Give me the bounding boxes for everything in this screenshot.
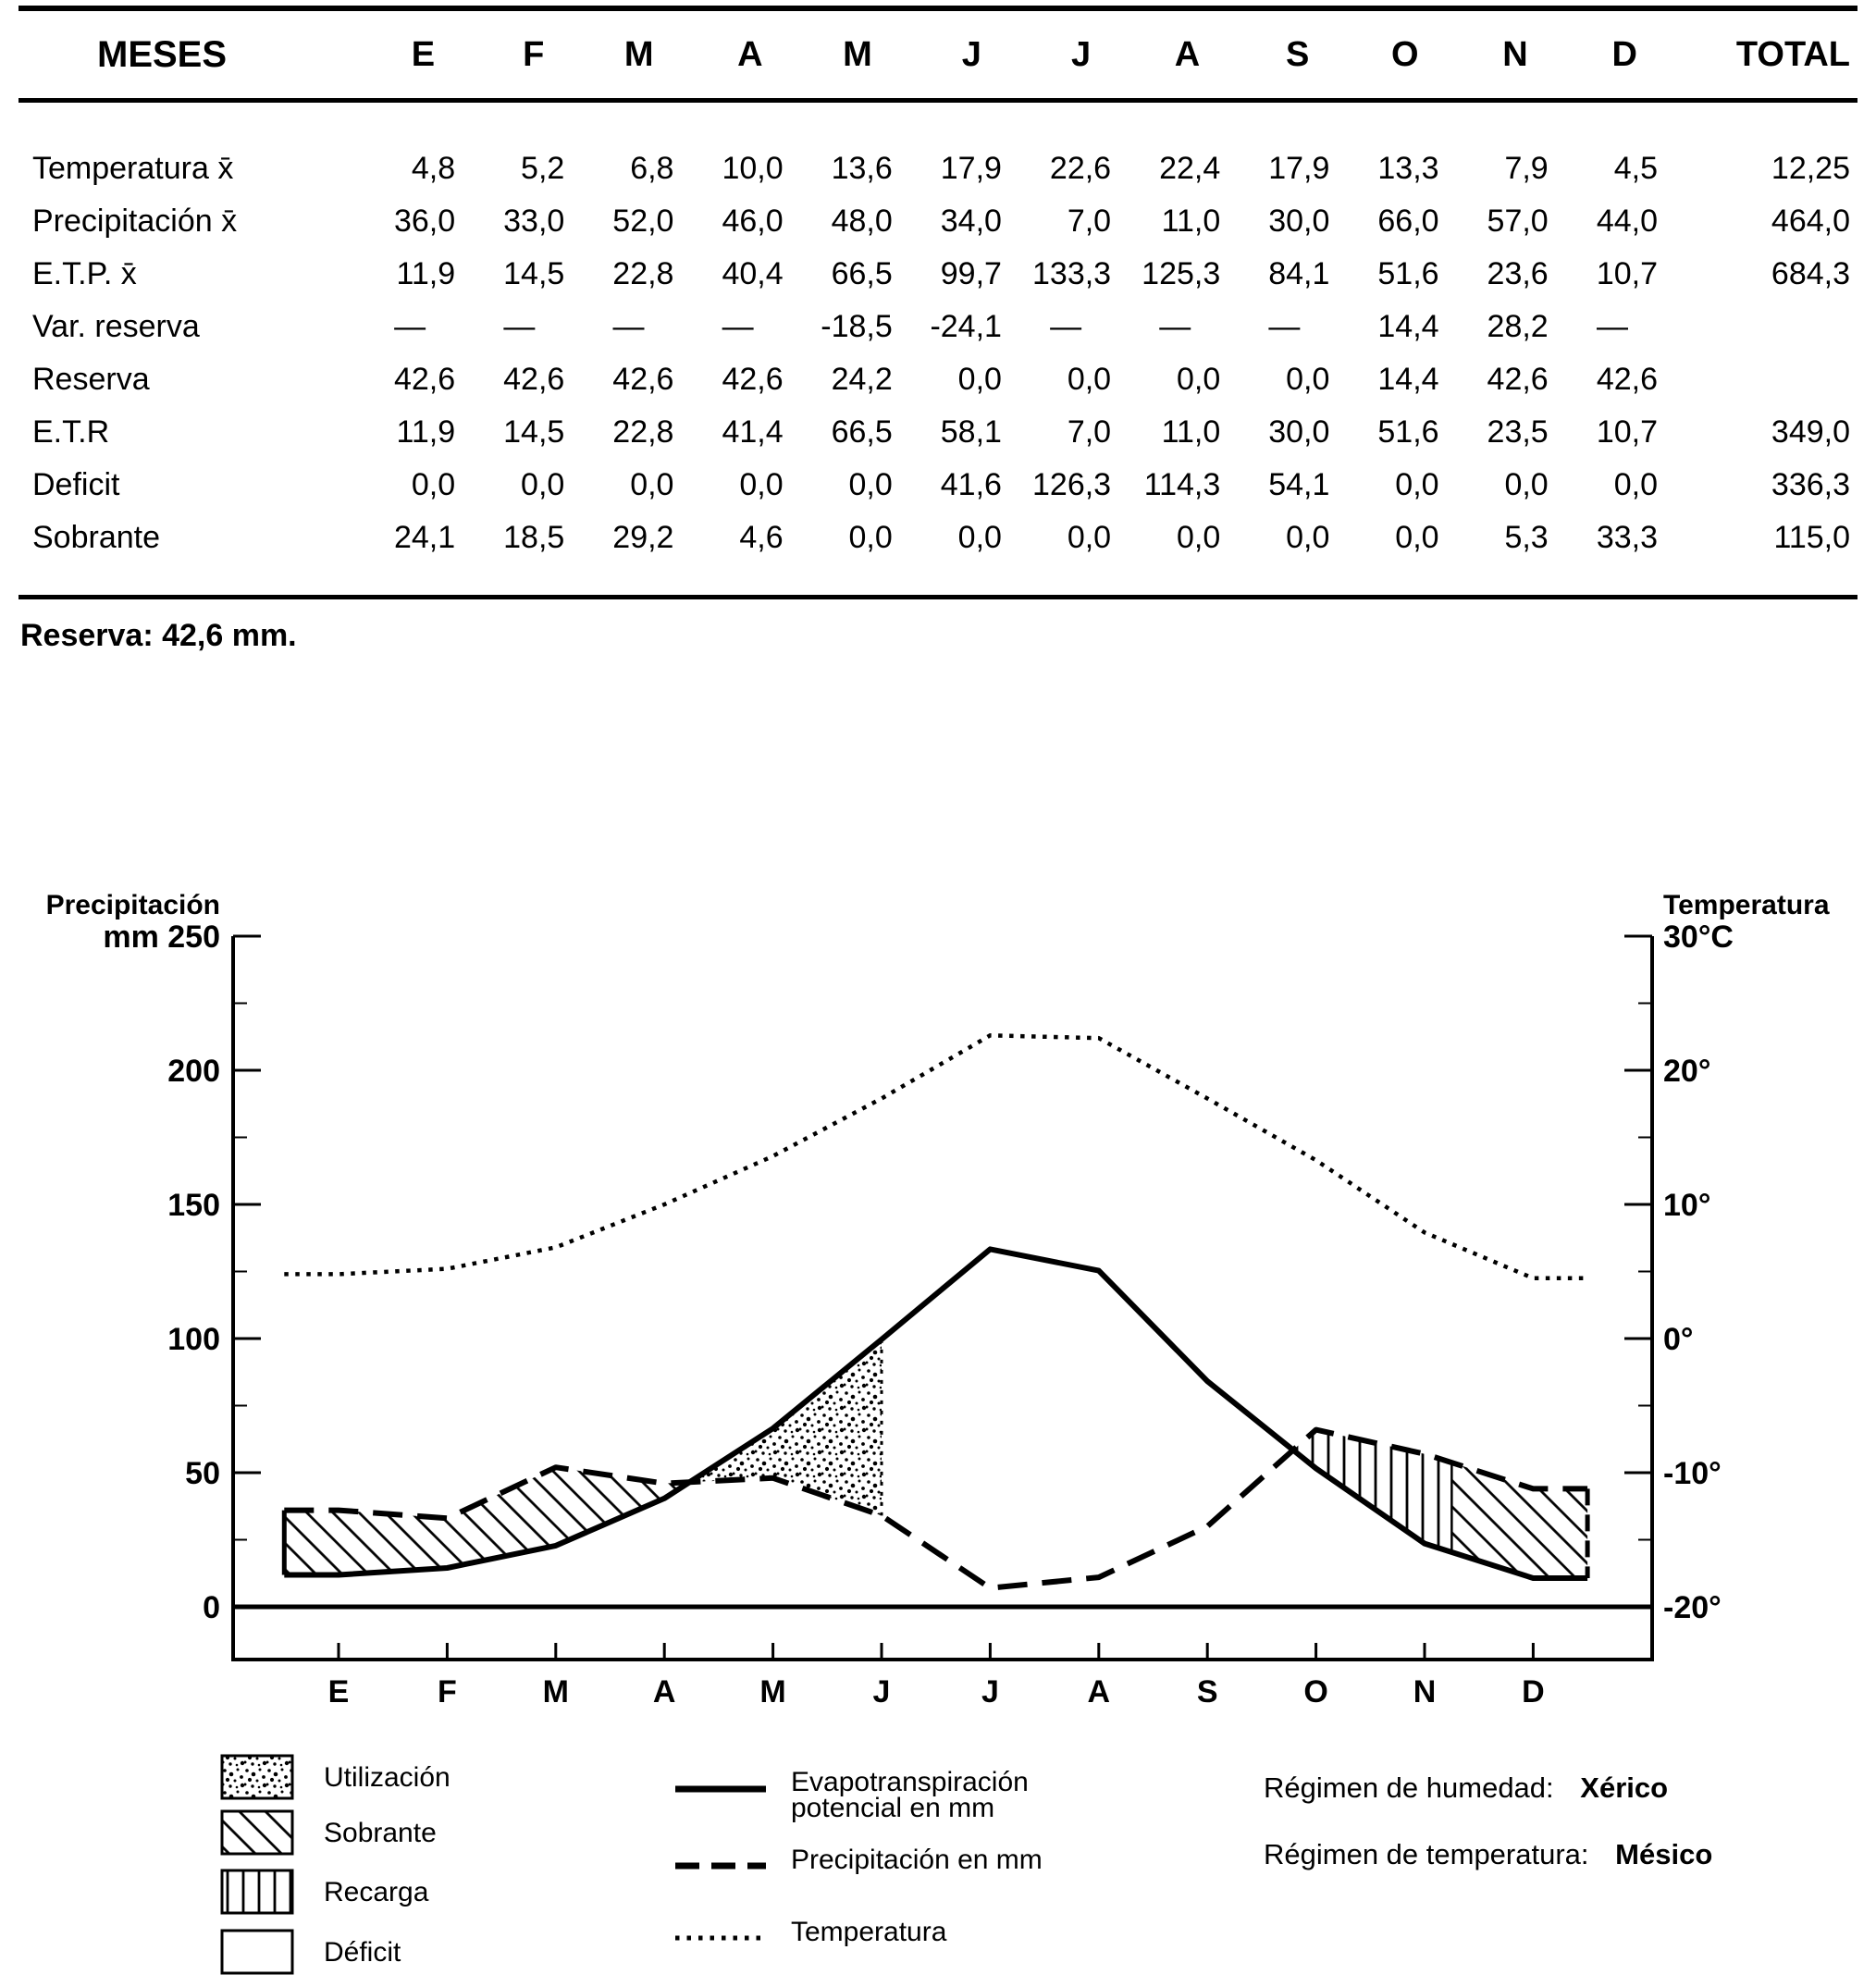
table-cell: 22,8 [612, 256, 674, 291]
table-cell: 14,5 [503, 414, 565, 450]
table-cell: 10,0 [722, 151, 784, 186]
table-cell: — [612, 309, 645, 344]
deficit-label: Déficit [324, 1937, 401, 1968]
table-cell: 24,1 [393, 520, 456, 555]
legend-areas [222, 1756, 450, 1973]
row-total: 464,0 [1771, 204, 1850, 239]
row-label: Sobrante [32, 520, 160, 555]
table-cell: -24,1 [930, 309, 1002, 344]
table-cell: 126,3 [1032, 467, 1112, 502]
table-cell: 14,4 [1377, 362, 1439, 397]
table-cell: 13,3 [1377, 151, 1439, 186]
row-total: 115,0 [1773, 520, 1850, 555]
month-labels [328, 1674, 1545, 1709]
humidity-regime [1264, 1771, 1668, 1804]
table-cell: 6,8 [630, 151, 674, 186]
water-balance-chart [0, 879, 1876, 1987]
table-cell: 10,7 [1596, 414, 1658, 450]
table-cell: 0,0 [1613, 467, 1658, 502]
table-cell: 57,0 [1487, 204, 1549, 239]
table-cell: 0,0 [1176, 520, 1221, 555]
month-tick-label: S [1196, 1674, 1218, 1709]
table-cell: 0,0 [630, 467, 674, 502]
table-cell: 48,0 [831, 204, 893, 239]
table-cell: 52,0 [612, 204, 674, 239]
month-tick-label: E [327, 1674, 350, 1709]
month-tick-label: A [1087, 1674, 1111, 1709]
left-axis-title: Precipitación [45, 890, 220, 920]
sobrante-swatch [222, 1811, 292, 1854]
table-cell: 10,7 [1596, 256, 1658, 291]
table-cell: 30,0 [1268, 414, 1330, 450]
row-label: Reserva [32, 362, 150, 397]
month-tick-label: D [1522, 1674, 1545, 1709]
table-cell: 0,0 [957, 520, 1002, 555]
legend-lines [675, 1767, 1043, 1947]
table-cell: 44,0 [1596, 204, 1658, 239]
table-cell: 34,0 [940, 204, 1002, 239]
table-cell: 4,6 [739, 520, 784, 555]
table-row [19, 101, 1857, 196]
row-label: Precipitación x̄ [32, 204, 238, 239]
table-cell: 42,6 [1487, 362, 1549, 397]
precip-legend-label: Precipitación en mm [791, 1845, 1043, 1875]
row-total [1669, 301, 1857, 353]
table-cell: — [722, 309, 754, 344]
table-cell: 18,5 [503, 520, 565, 555]
table-cell: 0,0 [739, 467, 784, 502]
left-axis-tick-label: 100 [167, 1322, 220, 1357]
row-total: 684,3 [1771, 256, 1850, 291]
table-cell: 14,4 [1377, 309, 1439, 344]
table-cell: 11,9 [396, 256, 456, 291]
regime-annotations [1264, 1771, 1712, 1870]
table-cell: 23,6 [1487, 256, 1549, 291]
recarga-swatch [222, 1870, 292, 1913]
table-cell: 7,0 [1067, 204, 1112, 239]
humidity-regime-label: Régimen de humedad: [1264, 1771, 1554, 1804]
table-cell: 42,6 [612, 362, 674, 397]
month-col-header: A [685, 8, 794, 101]
table-cell: 17,9 [940, 151, 1002, 186]
table-cell: 7,9 [1504, 151, 1549, 186]
month-tick-label: M [759, 1674, 786, 1709]
total-col-header: TOTAL [1669, 8, 1857, 101]
temperature-regime [1264, 1838, 1712, 1870]
table-cell: 58,1 [940, 414, 1002, 450]
month-col-header: F [466, 8, 575, 101]
month-tick-label: F [438, 1674, 457, 1709]
row-label: E.T.P. x̄ [32, 256, 137, 291]
deficit-swatch [222, 1931, 292, 1973]
table-body [19, 101, 1857, 598]
table-row [19, 301, 1857, 353]
table-cell: 46,0 [722, 204, 784, 239]
table-cell: 0,0 [848, 520, 893, 555]
table-cell: 14,5 [503, 256, 565, 291]
table-cell: 133,3 [1032, 256, 1112, 291]
table-cell: 40,4 [722, 256, 784, 291]
table-cell: 0,0 [1286, 520, 1330, 555]
month-col-header: D [1560, 8, 1669, 101]
meses-col-header: MESES [19, 8, 357, 101]
water-balance-table [19, 6, 1857, 599]
humidity-regime-value: Xérico [1580, 1771, 1669, 1804]
table-cell: 66,0 [1377, 204, 1439, 239]
month-col-header: N [1450, 8, 1560, 101]
water-balance-table-wrap [19, 6, 1857, 599]
row-total [1669, 353, 1857, 406]
table-cell: 11,0 [1161, 204, 1221, 239]
table-cell: 36,0 [393, 204, 456, 239]
table-cell: 42,6 [1596, 362, 1658, 397]
table-cell: 5,3 [1504, 520, 1549, 555]
table-cell: 28,2 [1487, 309, 1549, 344]
right-axis-tick-label: -20° [1663, 1590, 1722, 1625]
table-cell: — [394, 309, 426, 344]
table-cell: — [1597, 309, 1628, 344]
table-cell: 0,0 [411, 467, 456, 502]
table-cell: 99,7 [940, 256, 1002, 291]
row-label: Temperatura x̄ [32, 151, 234, 186]
reserve-footnote: Reserva: 42,6 mm. [20, 618, 297, 653]
table-cell: 125,3 [1142, 256, 1221, 291]
table-cell: 66,5 [831, 256, 893, 291]
table-cell: 0,0 [1395, 520, 1439, 555]
month-col-header: J [1013, 8, 1122, 101]
table-cell: 0,0 [848, 467, 893, 502]
table-cell: 22,6 [1049, 151, 1112, 186]
table-cell: 30,0 [1268, 204, 1330, 239]
table-cell: 17,9 [1268, 151, 1330, 186]
month-col-header: E [357, 8, 466, 101]
utilizacion-label: Utilización [324, 1762, 450, 1793]
table-cell: 23,5 [1487, 414, 1549, 450]
month-col-header: A [1122, 8, 1231, 101]
month-tick-label: J [872, 1674, 891, 1709]
left-axis-tick-label: 50 [185, 1456, 220, 1491]
row-total: 12,25 [1771, 151, 1850, 186]
table-cell: 4,8 [411, 151, 456, 186]
table-cell: 0,0 [1067, 362, 1112, 397]
month-tick-label: N [1413, 1674, 1437, 1709]
row-label: Var. reserva [32, 309, 200, 344]
temperature-regime-value: Mésico [1615, 1838, 1713, 1870]
right-axis-tick-label: 10° [1663, 1188, 1711, 1223]
table-cell: 33,0 [503, 204, 565, 239]
right-axis-tick-label: 0° [1663, 1322, 1694, 1357]
table-cell: 0,0 [957, 362, 1002, 397]
table-cell: 0,0 [1067, 520, 1112, 555]
table-cell: 4,5 [1613, 151, 1658, 186]
table-cell: 0,0 [1504, 467, 1549, 502]
utilizacion-swatch [222, 1756, 292, 1798]
month-tick-label: O [1303, 1674, 1328, 1709]
etp-legend-label-2: potencial en mm [791, 1793, 995, 1823]
right-axis-tick-label: 20° [1663, 1054, 1711, 1089]
left-axis-tick-label: 0 [203, 1590, 220, 1625]
table-row [19, 512, 1857, 598]
table-cell: 33,3 [1596, 520, 1658, 555]
table-cell: 22,4 [1159, 151, 1221, 186]
month-tick-label: J [981, 1674, 999, 1709]
table-cell: 13,6 [831, 151, 893, 186]
table-row [19, 459, 1857, 512]
recarga-label: Recarga [324, 1877, 429, 1907]
table-cell: 11,9 [396, 414, 456, 450]
table-cell: 0,0 [1286, 362, 1330, 397]
table-cell: — [1159, 309, 1191, 344]
table-cell: 84,1 [1268, 256, 1330, 291]
table-cell: 41,6 [940, 467, 1002, 502]
table-cell: 7,0 [1067, 414, 1112, 450]
month-col-header: S [1231, 8, 1340, 101]
table-cell: 66,5 [831, 414, 893, 450]
recarga-area [1293, 1430, 1451, 1552]
table-cell: 24,2 [831, 362, 893, 397]
month-col-header: J [904, 8, 1013, 101]
table-cell: 41,4 [722, 414, 784, 450]
table-cell: 0,0 [1176, 362, 1221, 397]
table-row [19, 406, 1857, 459]
left-axis-top-label: mm 250 [103, 919, 220, 955]
table-cell: 11,0 [1161, 414, 1221, 450]
month-tick-label: M [542, 1674, 569, 1709]
table-row [19, 195, 1857, 248]
temperature-regime-label: Régimen de temperatura: [1264, 1838, 1589, 1870]
table-header-row [19, 8, 1857, 101]
table-cell: 42,6 [722, 362, 784, 397]
table-cell: — [503, 309, 536, 344]
table-cell: 114,3 [1143, 467, 1221, 502]
table-cell: 0,0 [521, 467, 565, 502]
table-cell: 51,6 [1377, 414, 1439, 450]
sobrante-label: Sobrante [324, 1818, 437, 1848]
table-cell: 42,6 [503, 362, 565, 397]
table-cell: 51,6 [1377, 256, 1439, 291]
left-axis-tick-label: 150 [167, 1188, 220, 1223]
month-col-header: O [1340, 8, 1450, 101]
right-axis-title: Temperatura [1663, 890, 1830, 920]
table-cell: 5,2 [521, 151, 565, 186]
temp-legend-label: Temperatura [791, 1917, 947, 1947]
row-label: Deficit [32, 467, 120, 502]
table-cell: 29,2 [612, 520, 674, 555]
table-row [19, 353, 1857, 406]
row-total: 349,0 [1771, 414, 1850, 450]
table-row [19, 248, 1857, 301]
row-label: E.T.R [32, 414, 110, 450]
month-tick-label: A [652, 1674, 676, 1709]
table-cell: 54,1 [1268, 467, 1330, 502]
table-cell: 42,6 [393, 362, 456, 397]
table-cell: 22,8 [612, 414, 674, 450]
table-cell: — [1050, 309, 1082, 344]
table-cell: — [1268, 309, 1301, 344]
left-axis-tick-label: 200 [167, 1054, 220, 1089]
temperature-line [284, 1035, 1587, 1278]
table-cell: -18,5 [821, 309, 893, 344]
month-col-header: M [575, 8, 685, 101]
month-col-header: M [795, 8, 904, 101]
etp-legend-label-1: Evapotranspiración [791, 1767, 1029, 1797]
table-cell: 0,0 [1395, 467, 1439, 502]
right-axis-top-label: 30°C [1663, 919, 1734, 955]
row-total: 336,3 [1771, 467, 1850, 502]
right-axis-tick-label: -10° [1663, 1456, 1722, 1491]
